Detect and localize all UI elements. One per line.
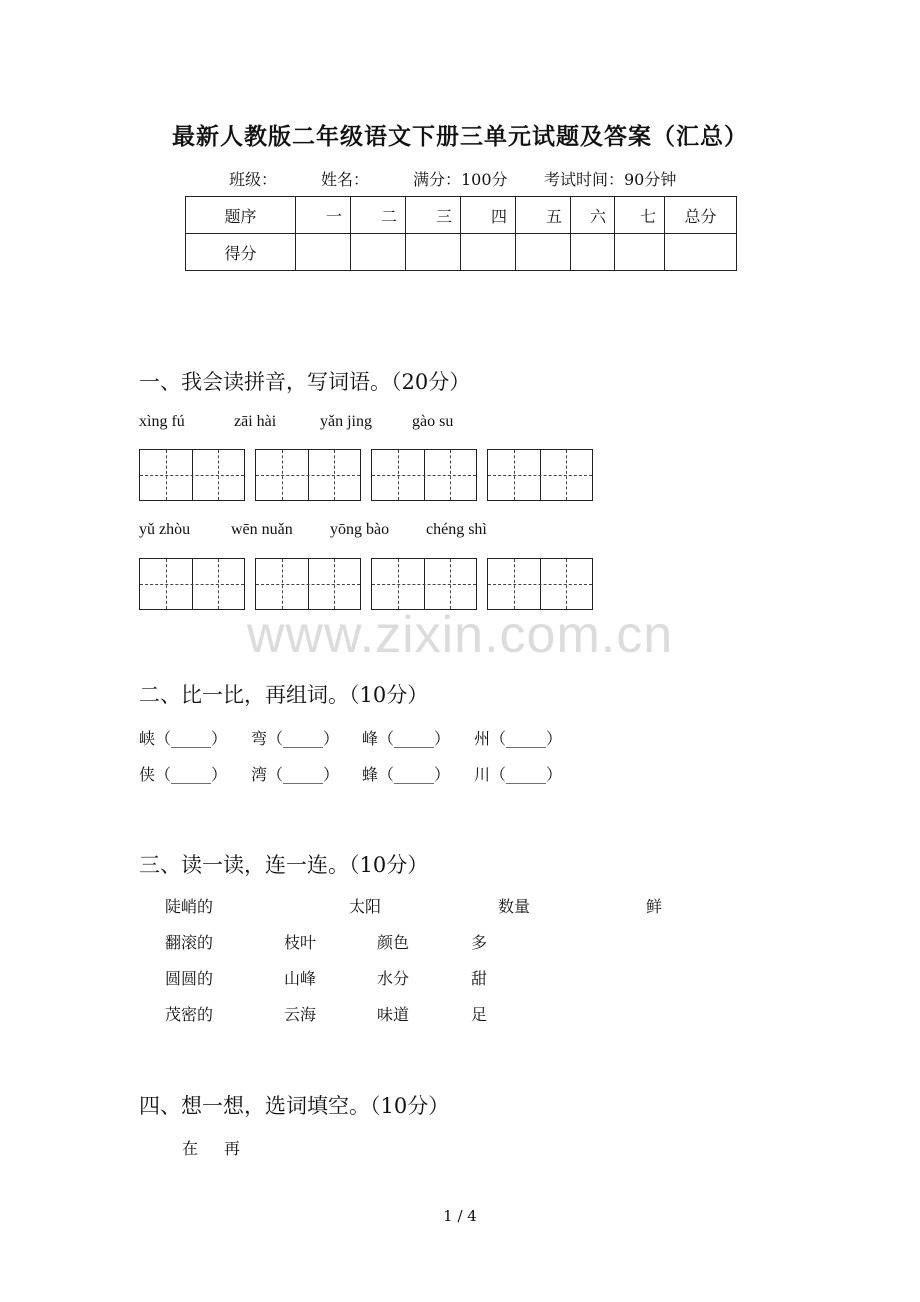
score-table-header-cell: 四 [461, 197, 516, 234]
score-table [185, 196, 737, 271]
match-item[interactable]: 水分 [377, 969, 410, 988]
writing-grid-box[interactable] [371, 558, 477, 610]
score-table-header-cell: 题序 [186, 197, 296, 234]
match-item[interactable]: 云海 [284, 1005, 317, 1024]
match-item[interactable]: 数量 [498, 897, 531, 916]
match-item[interactable]: 太阳 [349, 897, 382, 916]
score-table-score-row [186, 234, 737, 271]
score-input-cell[interactable] [351, 234, 406, 271]
match-item[interactable]: 甜 [471, 969, 488, 988]
pinyin-label: yǎn jing [320, 413, 372, 430]
score-input-cell[interactable] [296, 234, 351, 271]
score-input-cell[interactable] [571, 234, 615, 271]
writing-grid-box[interactable] [371, 449, 477, 501]
writing-grid-box[interactable] [139, 558, 245, 610]
score-input-cell[interactable] [461, 234, 516, 271]
pinyin-label: gào su [412, 413, 454, 430]
score-table-header-cell: 七 [615, 197, 665, 234]
writing-grid-box[interactable] [139, 449, 245, 501]
watermark: www.zixin.com.cn [246, 606, 674, 664]
word-blank[interactable]: 弯（_____） [251, 729, 340, 748]
pinyin-label: zāi hài [234, 413, 277, 430]
pinyin-label: yōng bào [330, 521, 390, 538]
word-blank[interactable]: 州（_____） [474, 729, 563, 748]
score-table-header-cell: 三 [406, 197, 461, 234]
class-label: 班级： [229, 170, 278, 189]
score-input-cell[interactable] [406, 234, 461, 271]
score-table-header-cell: 六 [571, 197, 615, 234]
word-choice: 在 [182, 1139, 199, 1158]
section3-heading: 三、读一读，连一连。（10分） [139, 853, 429, 877]
match-item[interactable]: 陡峭的 [165, 897, 214, 916]
writing-grid-box[interactable] [255, 449, 361, 501]
page-number: 1 / 4 [443, 1207, 477, 1225]
pinyin-label: wēn nuǎn [231, 521, 293, 538]
match-item[interactable]: 颜色 [377, 933, 410, 952]
score-table-header-cell: 二 [351, 197, 406, 234]
score-input-cell[interactable] [615, 234, 665, 271]
word-blank[interactable]: 峡（_____） [139, 729, 228, 748]
pinyin-label: chéng shì [426, 521, 487, 538]
word-blank[interactable]: 蜂（_____） [362, 765, 451, 784]
score-table-header-row [186, 197, 737, 234]
score-input-cell[interactable] [516, 234, 571, 271]
score-input-cell[interactable] [665, 234, 737, 271]
word-blank[interactable]: 川（_____） [474, 765, 563, 784]
document-title: 最新人教版二年级语文下册三单元试题及答案（汇总） [172, 123, 748, 150]
score-table-header-cell: 五 [516, 197, 571, 234]
match-item[interactable]: 味道 [377, 1005, 410, 1024]
word-choice: 再 [224, 1139, 241, 1158]
writing-grid-box[interactable] [487, 449, 593, 501]
word-blank[interactable]: 峰（_____） [362, 729, 451, 748]
match-item[interactable]: 茂密的 [165, 1005, 214, 1024]
full-score: 满分：100分 [413, 170, 508, 189]
match-item[interactable]: 多 [471, 933, 488, 952]
section1-heading: 一、我会读拼音，写词语。（20分） [139, 370, 471, 394]
match-item[interactable]: 足 [471, 1005, 488, 1024]
exam-time: 考试时间：90分钟 [544, 170, 677, 189]
writing-grid-box[interactable] [487, 558, 593, 610]
score-row-label: 得分 [186, 234, 296, 271]
score-table-header-cell: 总分 [665, 197, 737, 234]
name-label: 姓名： [321, 170, 370, 189]
pinyin-label: yǔ zhòu [139, 521, 191, 538]
match-item[interactable]: 鲜 [646, 897, 663, 916]
pinyin-label: xìng fú [139, 413, 185, 430]
match-item[interactable]: 圆圆的 [165, 969, 214, 988]
word-blank[interactable]: 侠（_____） [139, 765, 228, 784]
section4-heading: 四、想一想，选词填空。（10分） [139, 1094, 450, 1118]
match-item[interactable]: 枝叶 [284, 933, 317, 952]
match-item[interactable]: 翻滚的 [165, 933, 214, 952]
match-item[interactable]: 山峰 [284, 969, 317, 988]
score-table-header-cell: 一 [296, 197, 351, 234]
word-blank[interactable]: 湾（_____） [251, 765, 340, 784]
section2-heading: 二、比一比，再组词。（10分） [139, 683, 429, 707]
writing-grid-box[interactable] [255, 558, 361, 610]
